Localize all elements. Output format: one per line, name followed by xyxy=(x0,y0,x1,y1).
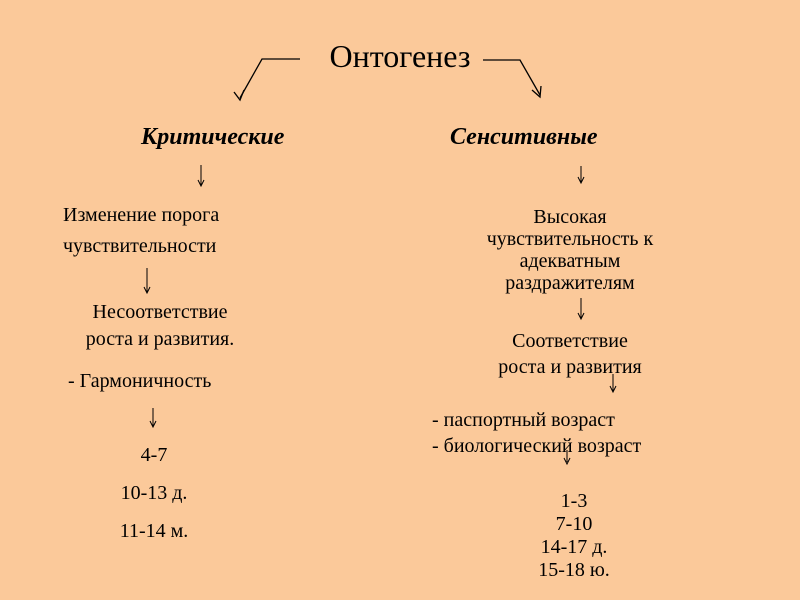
match-line-1: Соответствие xyxy=(512,330,628,352)
left-age-3: 11-14 м. xyxy=(119,520,189,542)
biological-age-item: - биологический возраст xyxy=(432,435,642,457)
left-age-2: 10-13 д. xyxy=(120,482,188,504)
sensitivity-line-2: чувствительность к xyxy=(486,228,654,250)
sensitive-heading: Сенситивные xyxy=(450,124,598,150)
sensitivity-line-4: раздражителям xyxy=(505,272,635,294)
right-age-1: 1-3 xyxy=(560,490,588,512)
left-age-1: 4-7 xyxy=(140,444,168,466)
right-age-3: 14-17 д. xyxy=(540,536,608,558)
mismatch-line-1: Несоответствие xyxy=(92,301,228,323)
threshold-line-2: чувствительности xyxy=(63,235,217,257)
threshold-line-1: Изменение порога xyxy=(63,204,220,226)
right-age-2: 7-10 xyxy=(555,513,593,535)
mismatch-line-2: роста и развития. xyxy=(85,328,235,350)
passport-age-item: - паспортный возраст xyxy=(432,409,615,431)
right-age-4: 15-18 ю. xyxy=(538,559,610,581)
sensitivity-line-3: адекватным xyxy=(519,250,621,272)
sensitivity-line-1: Высокая xyxy=(533,206,607,228)
diagram-title: Онтогенез xyxy=(329,38,471,74)
critical-heading: Критические xyxy=(141,124,285,150)
match-line-2: роста и развития xyxy=(498,356,642,378)
harmony-item: - Гармоничность xyxy=(68,370,212,392)
